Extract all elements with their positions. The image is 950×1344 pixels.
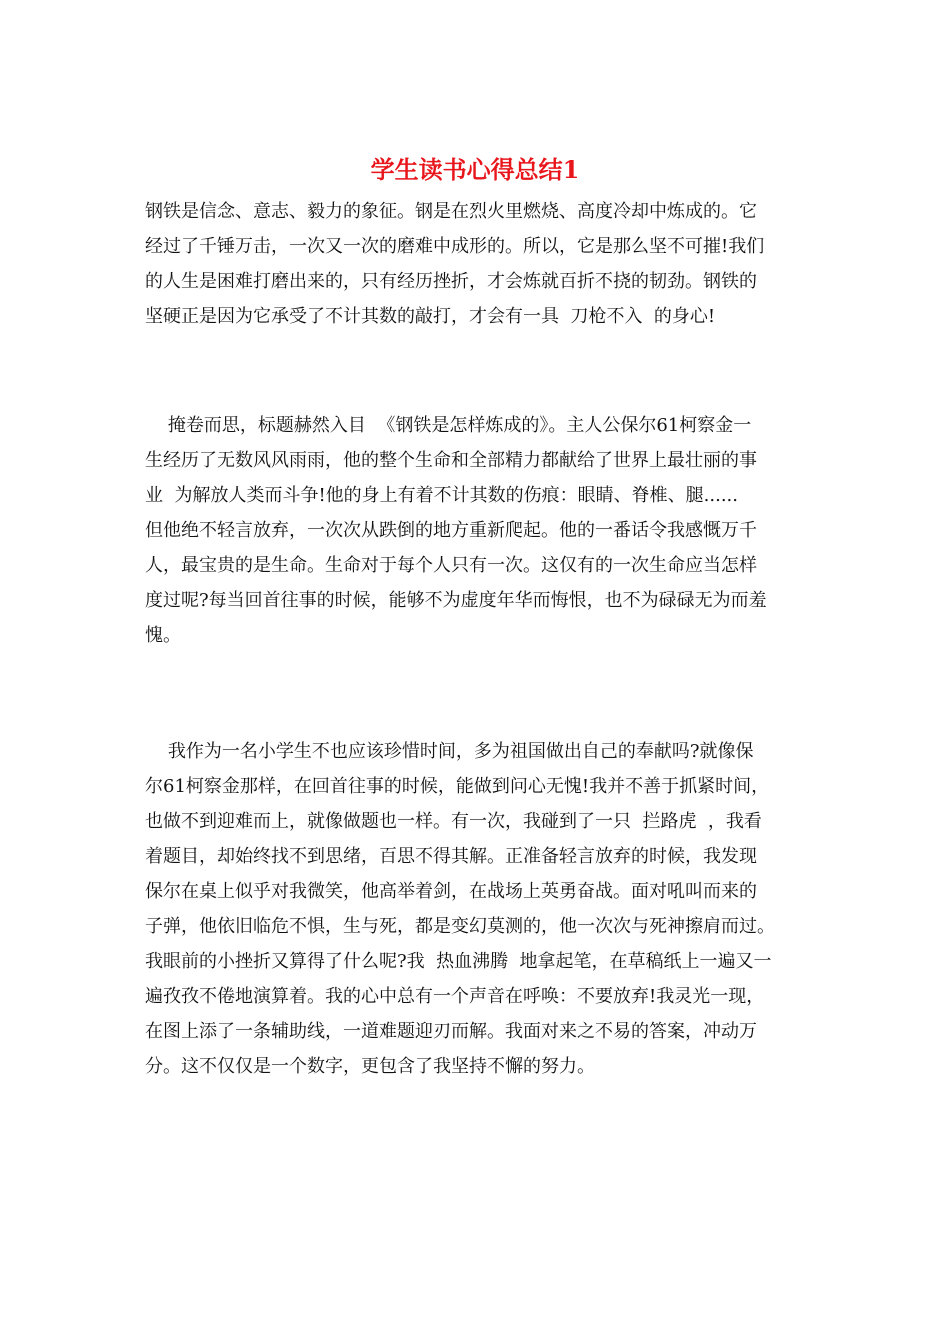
document-title: 学生读书心得总结1: [370, 155, 580, 184]
paragraph-line: 遍孜孜不倦地演算着。我的心中总有一个声音在呼唤：不要放弃!我灵光一现，: [145, 986, 765, 1007]
paragraph-line: 的人生是困难打磨出来的，只有经历挫折，才会炼就百折不挠的韧劲。钢铁的: [145, 271, 757, 292]
paragraph-line: 保尔在桌上似乎对我微笑，他高举着剑，在战场上英勇奋战。面对吼叫而来的: [145, 881, 757, 902]
paragraph-line: 生经历了无数风风雨雨，他的整个生命和全部精力都献给了世界上最壮丽的事: [145, 450, 757, 471]
paragraph-line: 人，最宝贵的是生命。生命对于每个人只有一次。这仅有的一次生命应当怎样: [145, 555, 757, 576]
paragraph-line: 子弹，他依旧临危不惧，生与死，都是变幻莫测的，他一次次与死神擦肩而过。: [145, 916, 775, 937]
paragraph-3: [145, 734, 805, 1084]
paragraph-line: 掩卷而思，标题赫然入目 《钢铁是怎样炼成的》。主人公保尔61柯察金一: [145, 415, 752, 436]
paragraph-line: 尔61柯察金那样，在回首往事的时候，能做到问心无愧!我并不善于抓紧时间，: [145, 776, 770, 797]
paragraph-2: [145, 408, 805, 653]
paragraph-1: [145, 194, 805, 334]
paragraph-line: 钢铁是信念、意志、毅力的象征。钢是在烈火里燃烧、高度冷却中炼成的。它: [145, 201, 757, 222]
paragraph-line: 着题目，却始终找不到思绪，百思不得其解。正准备轻言放弃的时候，我发现: [145, 846, 757, 867]
paragraph-line: 在图上添了一条辅助线，一道难题迎刃而解。我面对来之不易的答案，冲动万: [145, 1021, 757, 1042]
paragraph-line: 分。这不仅仅是一个数字，更包含了我坚持不懈的努力。: [145, 1056, 595, 1077]
paragraph-line: 也做不到迎难而上，就像做题也一样。有一次，我碰到了一只 拦路虎 ，我看: [145, 811, 762, 832]
paragraph-line: 度过呢?每当回首往事的时候，能够不为虚度年华而悔恨，也不为碌碌无为而羞: [145, 590, 767, 611]
paragraph-line: 愧。: [145, 625, 181, 646]
paragraph-line: 坚硬正是因为它承受了不计其数的敲打，才会有一具 刀枪不入 的身心!: [145, 306, 716, 327]
paragraph-line: 但他绝不轻言放弃，一次次从跌倒的地方重新爬起。他的一番话令我感慨万千: [145, 520, 757, 541]
paragraph-line: 我眼前的小挫折又算得了什么呢?我 热血沸腾 地拿起笔，在草稿纸上一遍又一: [145, 951, 772, 972]
paragraph-line: 经过了千锤万击，一次又一次的磨难中成形的。所以，它是那么坚不可摧!我们: [145, 236, 765, 257]
paragraph-line: 业 为解放人类而斗争!他的身上有着不计其数的伤痕：眼睛、脊椎、腿......: [145, 485, 739, 506]
paragraph-line: 我作为一名小学生不也应该珍惜时间，多为祖国做出自己的奉献吗?就像保: [145, 741, 754, 762]
